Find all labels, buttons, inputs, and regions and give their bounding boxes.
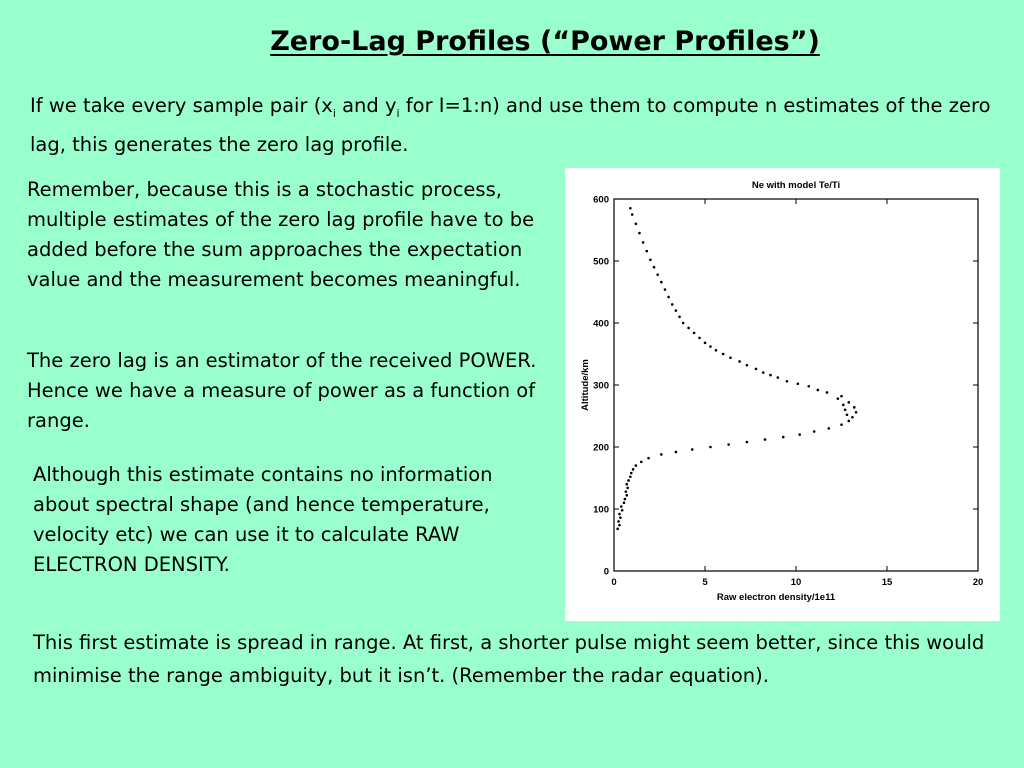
- x-tick-label: 5: [702, 577, 708, 588]
- data-point: [691, 448, 694, 451]
- data-point: [625, 490, 628, 493]
- data-point: [851, 416, 854, 419]
- data-point: [764, 438, 767, 441]
- data-point: [782, 436, 785, 439]
- data-point: [853, 406, 856, 409]
- data-point: [667, 296, 670, 299]
- data-point: [629, 475, 632, 478]
- data-point: [738, 360, 741, 363]
- data-point: [709, 345, 712, 348]
- data-point: [625, 483, 628, 486]
- data-point: [682, 322, 685, 325]
- chart-figure: [565, 168, 1000, 621]
- data-point: [855, 411, 858, 414]
- data-point: [645, 250, 648, 253]
- data-point: [638, 232, 641, 235]
- data-point: [847, 401, 850, 404]
- data-point: [621, 509, 624, 512]
- data-point: [635, 223, 638, 226]
- data-point: [844, 409, 847, 412]
- data-point: [660, 281, 663, 284]
- data-point: [675, 309, 678, 312]
- data-point: [797, 382, 800, 385]
- data-point: [625, 494, 628, 497]
- data-point: [709, 446, 712, 449]
- data-point: [840, 395, 843, 398]
- intro-text-2: and y: [335, 94, 397, 117]
- data-point: [649, 258, 652, 261]
- data-point: [842, 404, 845, 407]
- y-tick-label: 600: [593, 194, 609, 206]
- data-point: [620, 505, 623, 508]
- data-point: [631, 213, 634, 216]
- scatter-chart: [565, 168, 1000, 621]
- data-point: [632, 468, 635, 471]
- data-point: [671, 303, 674, 306]
- data-point: [629, 207, 632, 210]
- data-point: [746, 364, 749, 367]
- data-point: [618, 513, 621, 516]
- data-point: [807, 385, 810, 388]
- data-point: [664, 288, 667, 291]
- data-point: [678, 316, 681, 319]
- data-point: [704, 342, 707, 345]
- data-point: [786, 380, 789, 383]
- data-point: [693, 332, 696, 335]
- data-point: [626, 487, 629, 490]
- data-point: [675, 451, 678, 454]
- chart-title: Ne with model Te/Ti: [751, 180, 841, 191]
- data-point: [762, 371, 765, 374]
- y-tick-label: 0: [603, 566, 609, 578]
- x-tick-label: 15: [881, 577, 893, 588]
- data-point: [777, 376, 780, 379]
- y-axis-label: Altitude/km: [580, 359, 591, 411]
- y-tick-label: 100: [593, 504, 609, 516]
- data-point: [660, 453, 663, 456]
- intro-paragraph: [30, 90, 1000, 160]
- x-tick-label: 0: [611, 577, 617, 588]
- data-point: [847, 420, 850, 423]
- data-point: [840, 423, 843, 426]
- data-point: [640, 461, 643, 464]
- data-point: [687, 327, 690, 330]
- data-point: [616, 528, 619, 531]
- y-tick-label: 200: [593, 442, 609, 454]
- zero-lag-paragraph: The zero lag is an estimator of the received POWER. Hence we have a measure of power as a function of range.: [27, 349, 537, 432]
- although-paragraph: Although this estimate contains no information about spectral shape (and hence temperature, velocity etc) we can use it to calculate RAW ELECTRON DENSITY.: [33, 463, 493, 576]
- plot-frame: [614, 199, 978, 571]
- slide-title: Zero-Lag Profiles (“Power Profiles”): [270, 26, 820, 57]
- data-point: [769, 374, 772, 377]
- data-point: [635, 464, 638, 467]
- data-point: [846, 413, 849, 416]
- intro-subscript-2: i: [396, 106, 400, 120]
- x-tick-label: 20: [972, 577, 984, 588]
- data-point: [647, 457, 650, 460]
- data-point: [729, 356, 732, 359]
- y-tick-label: 400: [593, 318, 609, 330]
- data-point: [798, 433, 801, 436]
- first-estimate-paragraph: This first estimate is spread in range. At first, a shorter pulse might seem better, since this would minimise the range ambiguity, but it isn’t. (Remember the radar equation).: [33, 631, 985, 687]
- y-tick-label: 300: [593, 380, 609, 392]
- data-point: [624, 498, 627, 501]
- data-point: [653, 266, 656, 269]
- data-point: [817, 389, 820, 392]
- data-point: [813, 430, 816, 433]
- data-point: [826, 391, 829, 394]
- data-point: [642, 241, 645, 244]
- intro-text-3: for I=1:n) and use them to compute n estimates of the zero lag, this generates the zero lag profile.: [30, 94, 991, 156]
- y-tick-label: 500: [593, 256, 609, 268]
- data-point: [623, 502, 626, 505]
- intro-subscript-1: i: [332, 106, 336, 120]
- intro-text-1: If we take every sample pair (x: [30, 94, 333, 117]
- data-point: [698, 337, 701, 340]
- data-point: [619, 516, 622, 519]
- data-point: [746, 441, 749, 444]
- data-point: [755, 368, 758, 371]
- data-point: [722, 353, 725, 356]
- remember-paragraph: Remember, because this is a stochastic process, multiple estimates of the zero lag profile have to be added before the sum approaches the expectation value and the measurement becomes meaningful.: [27, 178, 535, 291]
- data-point: [727, 443, 730, 446]
- x-axis-label: Raw electron density/1e11: [716, 592, 836, 603]
- data-point: [656, 273, 659, 276]
- data-point: [827, 427, 830, 430]
- data-point: [627, 479, 630, 482]
- data-point: [618, 524, 621, 527]
- data-point: [617, 520, 620, 523]
- data-point: [715, 349, 718, 352]
- data-point: [630, 472, 633, 475]
- x-tick-label: 10: [790, 577, 802, 588]
- data-point: [837, 397, 840, 400]
